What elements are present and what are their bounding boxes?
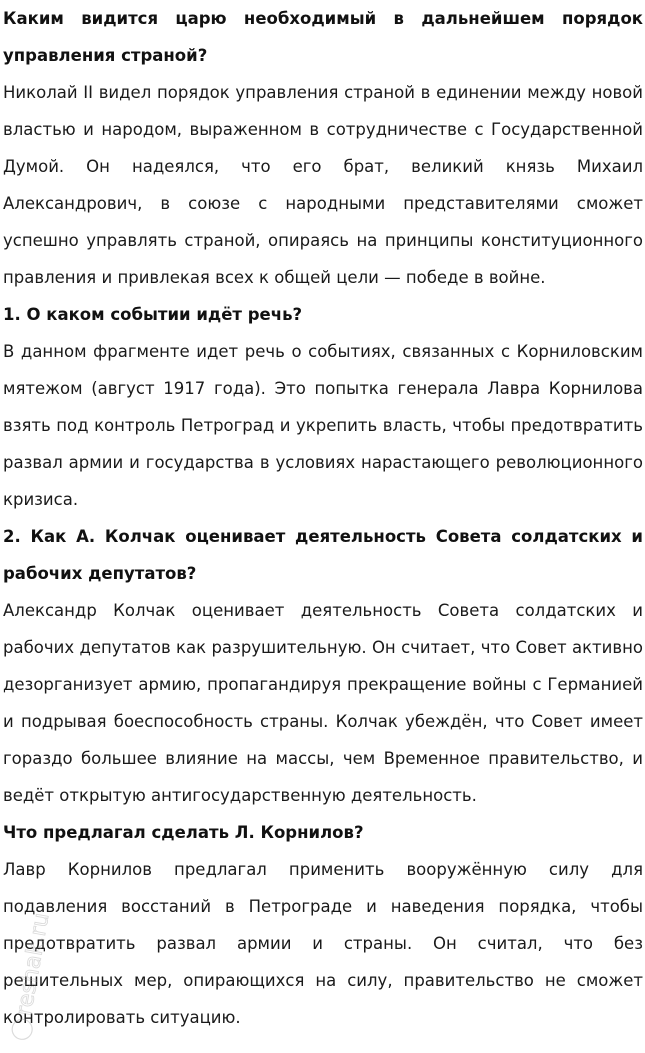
question-heading-1: Каким видится царю необходимый в дальнейшем порядок управления страной? xyxy=(3,9,643,65)
document-page xyxy=(3,0,643,1036)
question-heading-2: 1. О каком событии идёт речь? xyxy=(3,305,303,324)
question-heading-4: Что предлагал сделать Л. Корнилов? xyxy=(3,823,364,842)
answer-paragraph-1: Николай II видел порядок управления страной в единении между новой властью и народом, выраженном в сотрудничестве с Государственной Думой. Он надеялся, что его брат, великий князь Михаил Александрович, в союзе с народными представителями сможет успешно управлять страной, опираясь на принципы конституционного правления и привлекая всех к общей цели — победе в войне. xyxy=(3,83,643,287)
answer-paragraph-4: Лавр Корнилов предлагал применить вооружённую силу для подавления восстаний в Петрограде и наведения порядка, чтобы предотвратить развал армии и страны. Он считал, что без решительных мер, опирающихся на силу, правительство не сможет контролировать ситуацию. xyxy=(3,860,643,1027)
answer-paragraph-2: В данном фрагменте идет речь о событиях, связанных с Корниловским мятежом (август 1917 года). Это попытка генерала Лавра Корнилова взять под контроль Петроград и укрепить власть, чтобы предотвратить развал армии и государства в условиях нарастающего революционного кризиса. xyxy=(3,342,643,509)
question-heading-3: 2. Как А. Колчак оценивает деятельность Совета солдатских и рабочих депутатов? xyxy=(3,527,643,583)
watermark-text: reshak.ru xyxy=(11,911,55,1018)
answer-paragraph-3: Александр Колчак оценивает деятельность Совета солдатских и рабочих депутатов как разрушительную. Он считает, что Совет активно дезорганизует армию, пропагандируя прекращение войны с Германией и подрывая боеспособность страны. Колчак убеждён, что Совет имеет гораздо большее влияние на массы, чем Временное правительство, и ведёт открытую антигосударственную деятельность. xyxy=(3,601,643,805)
